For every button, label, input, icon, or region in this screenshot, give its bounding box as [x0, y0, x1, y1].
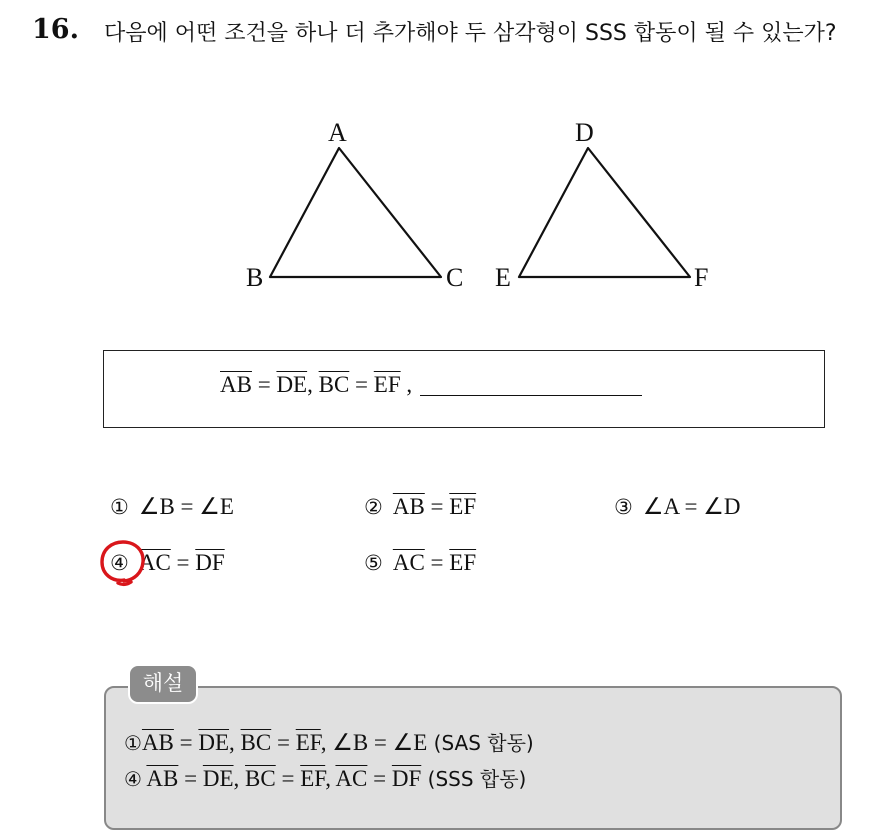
segment-ef: $\overline{EF}$	[373, 372, 401, 397]
choice-text: ∠A = ∠D	[642, 494, 741, 519]
vertex-label-b: B	[246, 263, 264, 292]
choice-number: ④	[110, 551, 129, 575]
choice-number: ⑤	[364, 551, 383, 575]
segment-bc: $\overline{BC}$	[318, 372, 350, 397]
vertex-label-d: D	[575, 118, 594, 147]
choice-4[interactable]: ④ $\overline{AC} = \overline{DF}$	[110, 550, 225, 575]
vertex-label-f: F	[694, 263, 709, 292]
condition-text: $\overline{AB} = \overline{DE}$, $\overline{BC} = \overline{EF}$ ,	[220, 372, 642, 398]
choice-5[interactable]: ⑤ $\overline{AC} = \overline{EF}$	[364, 550, 477, 575]
triangle-abc	[270, 148, 441, 277]
vertex-label-a: A	[328, 118, 347, 147]
choice-number: ②	[364, 495, 383, 519]
segment-ab: $\overline{AB}$	[220, 372, 252, 397]
segment-de: $\overline{DE}$	[276, 372, 308, 397]
choice-1[interactable]	[110, 494, 234, 520]
answer-blank	[420, 375, 642, 396]
vertex-label-e: E	[495, 263, 511, 292]
question-number: 16.	[32, 14, 79, 45]
solution-box	[104, 686, 842, 830]
solution-tab: 해설	[128, 664, 198, 704]
solution-line-2: ④ $\overline{AB} = \overline{DE}$, $\overline{BC} = \overline{EF}$, $\overline{AC} = \overline{DF}$ (SSS 합동)	[124, 766, 527, 791]
question-text: 다음에 어떤 조건을 하나 더 추가해야 두 삼각형이 SSS 합동이 될 수 있는가?	[104, 21, 837, 46]
choice-2[interactable]: ② $\overline{AB} = \overline{EF}$	[364, 494, 477, 519]
triangles-figure	[0, 0, 884, 320]
solution-line-1: $①\overline{AB} = \overline{DE}$, $\overline{BC} = \overline{EF}$, ∠B = ∠E (SAS 합동)	[124, 730, 534, 755]
triangle-def	[519, 148, 690, 277]
vertex-label-c: C	[446, 263, 464, 292]
choice-3[interactable]	[614, 494, 741, 520]
answer-circle-mark	[98, 536, 150, 588]
choice-text: ∠B = ∠E	[138, 494, 234, 519]
choice-number: ③	[614, 495, 633, 519]
choice-number: ①	[110, 495, 129, 519]
